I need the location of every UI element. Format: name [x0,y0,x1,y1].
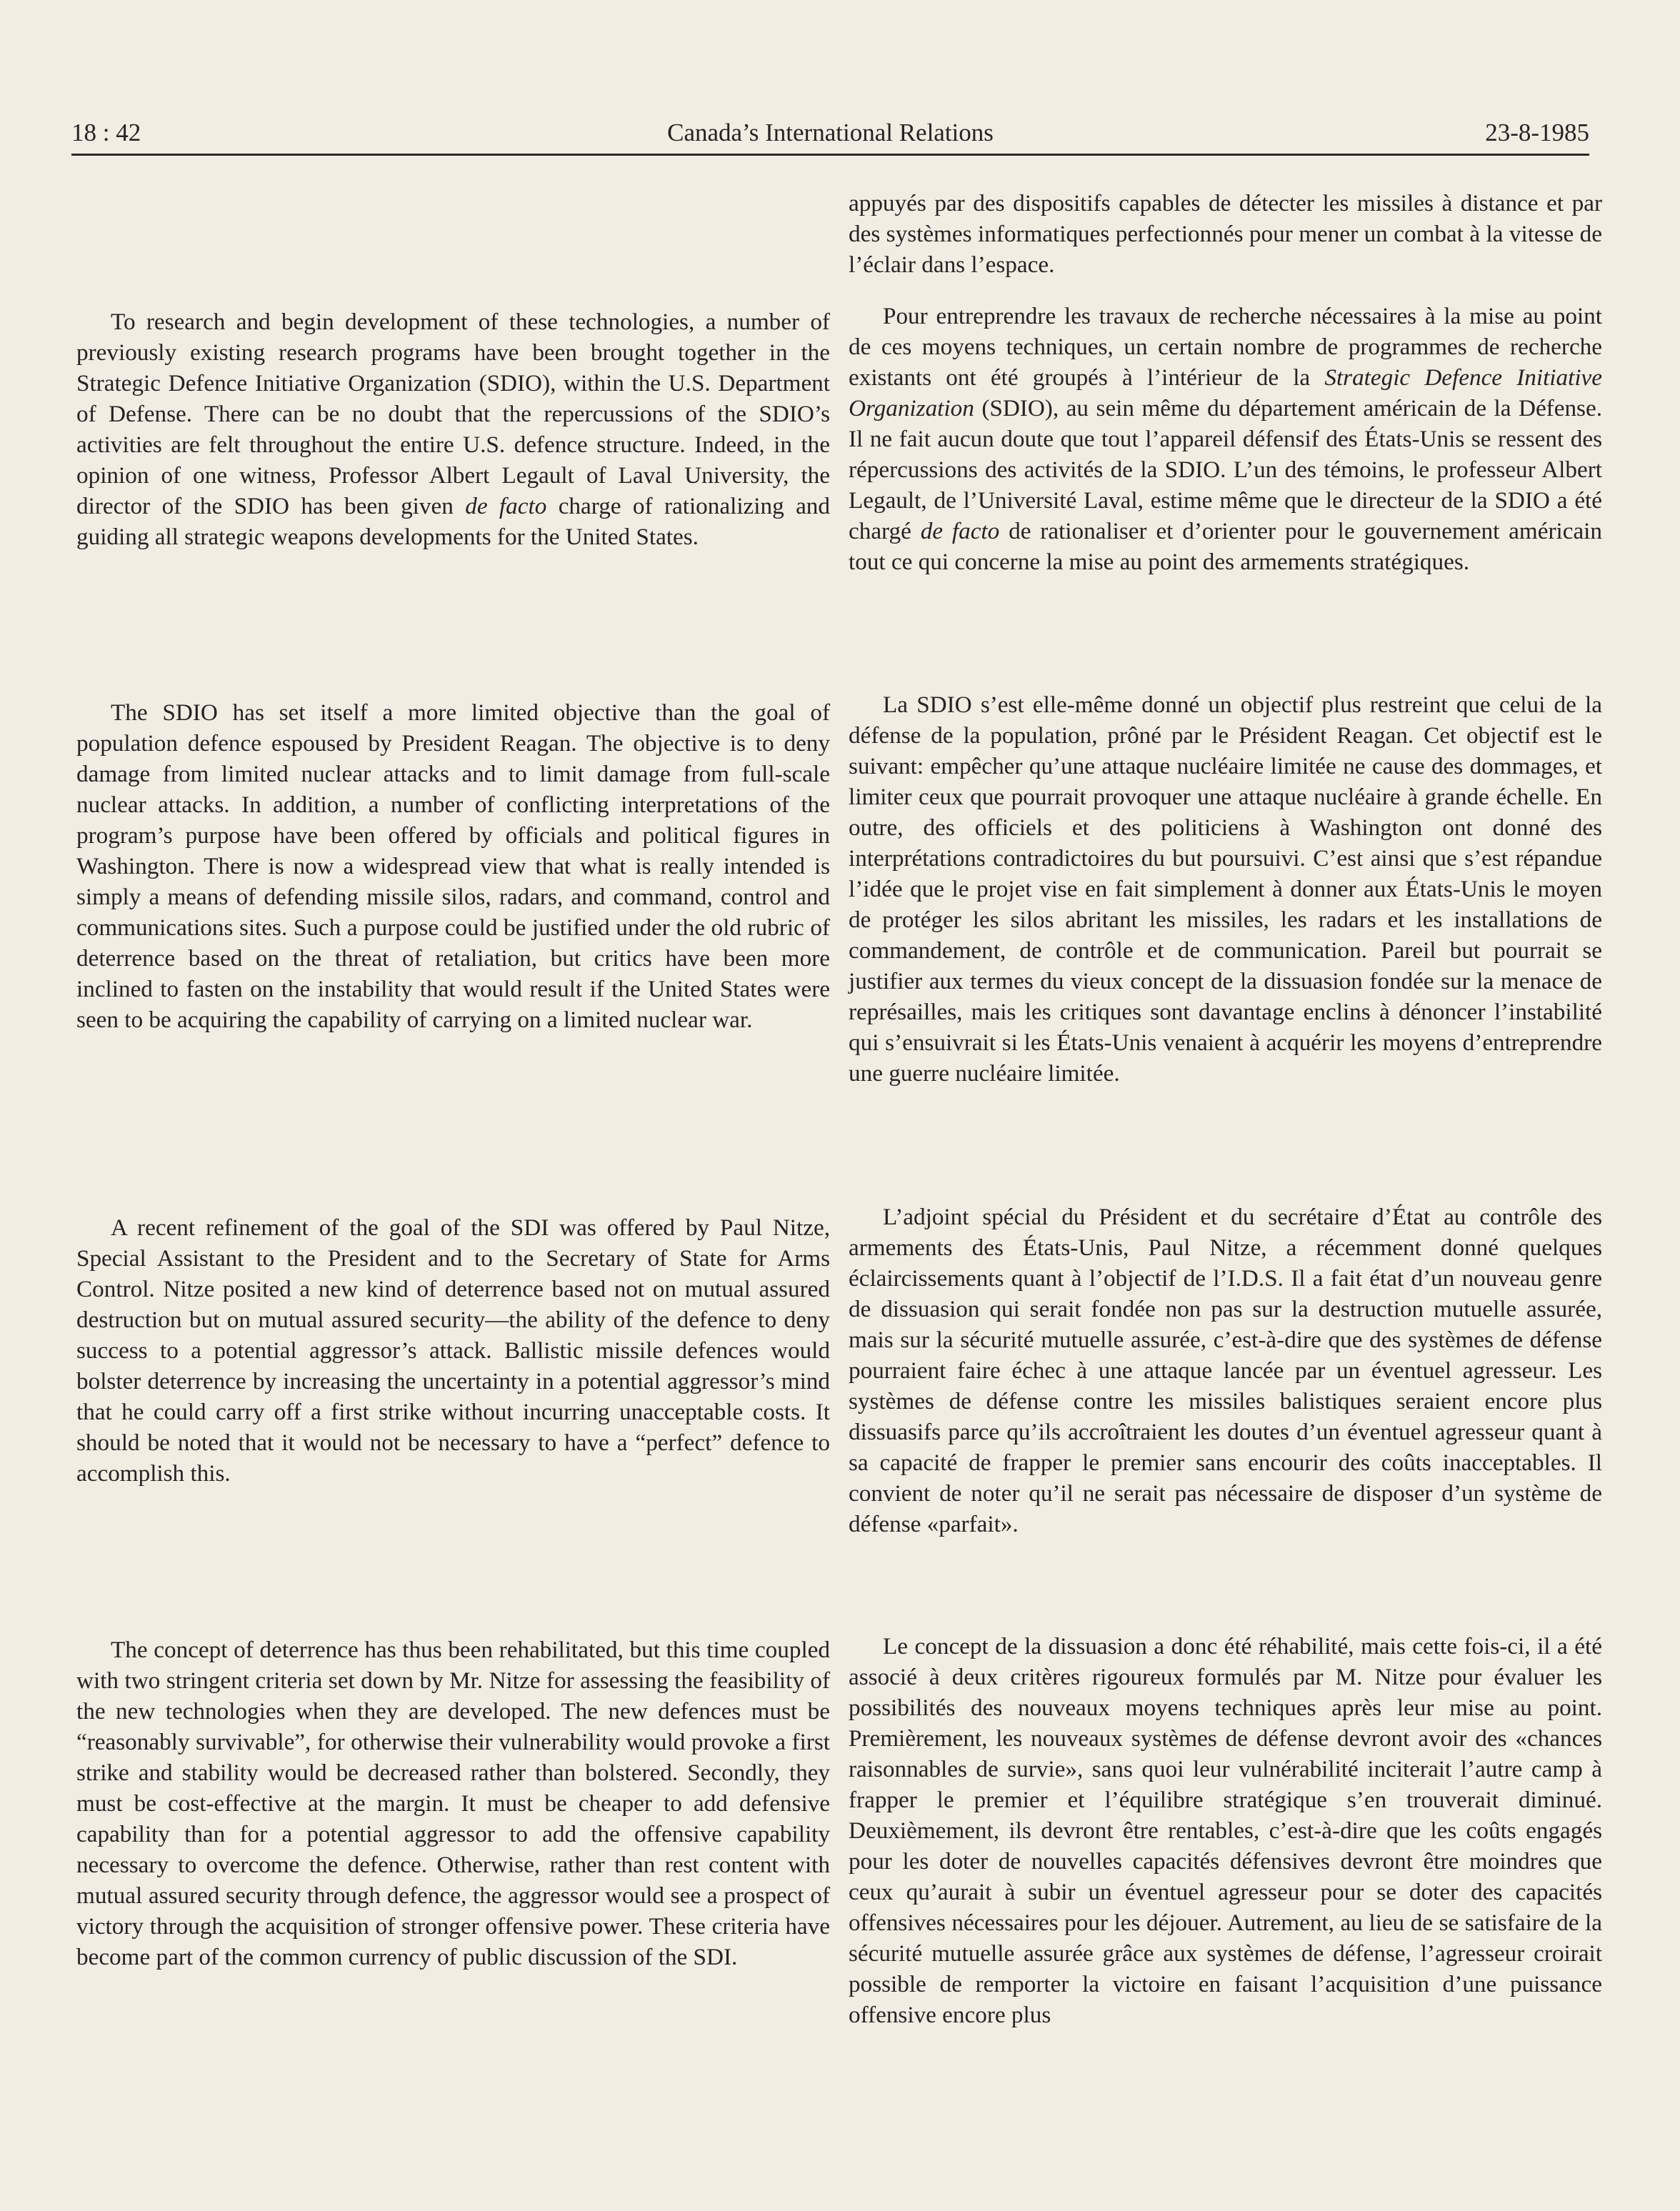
english-paragraph-1: To research and begin development of these technologies, a number of previously existing research programs have been brought together in the Strategic Defence Initiative Organization (SDIO), within the U.S. Department of Defense. There can be no doubt that the repercussions of the SDIO’s activities are felt throughout the entire U.S. defence structure. Indeed, in the opinion of one witness, Professor Albert Legault of Laval University, the director of the SDIO has been given de facto charge of rationalizing and guiding all strategic weapons developments for the United States. [76,309,830,550]
french-paragraph-1: Pour entreprendre les travaux de recherche nécessaires à la mise au point de ces moyens techniques, un certain nombre de programmes de recherche existants ont été groupés à l’intérieur de la Strategic Defence Initiative Organization (SDIO), au sein même du département américain de la Défense. Il ne fait aucun doute que tout l’appareil défensif des États-Unis se ressent des répercussions des activités de la SDIO. L’un des témoins, le professeur Albert Legault, de l’Université Laval, estime même que le directeur de la SDIO a été chargé de facto de rationaliser et d’orienter pour le gouvernement américain tout ce qui concerne la mise au point des armements stratégiques. [849,303,1603,575]
english-paragraph-3: A recent refinement of the goal of the SDI was offered by Paul Nitze, Special Assistant to the President and to the Secretary of State for Arms Control. Nitze posited a new kind of deterrence based not on mutual assured destruction but on mutual assured security—the ability of the defence to deny success to a potential aggressor’s attack. Ballistic missile defences would bolster deterrence by increasing the uncertainty in a potential aggressor’s mind that he could carry off a first strike without incurring unacceptable costs. It should be noted that it would not be necessary to have a “perfect” defence to accomplish this. [76,1214,830,1487]
english-paragraph-2: The SDIO has set itself a more limited objective than the goal of population defence espoused by President Reagan. The objective is to deny damage from limited nuclear attacks and to limit damage from full-scale nuclear attacks. In addition, a number of conflicting interpretations of the program’s purpose have been offered by officials and political figures in Washington. There is now a widespread view that what is really intended is simply a means of defending missile silos, radars, and command, control and communications sites. Such a purpose could be justified under the old rubric of deterrence based on the threat of retaliation, but critics have been more inclined to fasten on the instability that would result if the United States were seen to be acquiring the capability of carrying on a limited nuclear war. [76,699,830,1033]
french-paragraph-4: Le concept de la dissuasion a donc été réhabilité, mais cette fois-ci, il a été associé à deux critères rigoureux formulés par M. Nitze pour évaluer les possibilités des nouveaux moyens techniques après leur mise au point. Premièrement, les nouveaux systèmes de défense devront avoir des «chances raisonnables de survie», sans quoi leur vulnérabilité inciterait l’autre camp à frapper le premier et l’équilibre stratégique s’en trouverait diminué. Deuxièmement, ils devront être rentables, c’est-à-dire que les coûts engagés pour les doter de nouvelles capacités défensives devront être moindres que ceux qu’aurait à subir un éventuel agresseur pour se doter des capacités offensives nécessaires pour les déjouer. Autrement, au lieu de se satisfaire de la sécurité mutuelle assurée grâce aux systèmes de défense, l’agresseur croirait possible de remporter la victoire en faisant l’acquisition d’une puissance offensive encore plus [849,1633,1602,2028]
french-paragraph-3: L’adjoint spécial du Président et du secrétaire d’État au contrôle des armements des États-Unis, Paul Nitze, a récemment donné quelques éclaircissements quant à l’objectif de l’I.D.S. Il a fait état d’un nouveau genre de dissuasion qui serait fondée non pas sur la destruction mutuelle assurée, mais sur la sécurité mutuelle assurée, c’est-à-dire que des systèmes de défense pourraient faire échec à une attaque lancée par un éventuel agresseur. Les systèmes de défense contre les missiles balistiques seraient encore plus dissuasifs parce qu’ils accroîtraient les doutes d’un éventuel agresseur quant à sa capacité de frapper le premier sans encourir des coûts inacceptables. Il convient de noter qu’il ne serait pas nécessaire de disposer d’un système de défense «parfait». [849,1204,1602,1537]
page-number: 18 : 42 [71,119,141,146]
header-rule [71,154,1589,156]
english-paragraph-4: The concept of deterrence has thus been rehabilitated, but this time coupled with two stringent criteria set down by Mr. Nitze for assessing the feasibility of the new technologies when they are developed. The new defences must be “reasonably survivable”, for otherwise their vulnerability would provoke a first strike and stability would be decreased rather than bolstered. Secondly, they must be cost-effective at the margin. It must be cheaper to add defensive capability than for a potential aggressor to add the offensive capability necessary to overcome the defence. Otherwise, rather than rest content with mutual assured security through defence, the aggressor would see a prospect of victory through the acquisition of stronger offensive power. These criteria have become part of the common currency of public discussion of the SDI. [76,1637,830,1970]
french-paragraph-2: La SDIO s’est elle-même donné un objectif plus restreint que celui de la défense de la population, prôné par le Président Reagan. Cet objectif est le suivant: empêcher qu’une attaque nucléaire limitée ne cause des dommages, et limiter ceux que pourrait provoquer une attaque nucléaire à grande échelle. En outre, des officiels et des politiciens à Washington ont donné des interprétations contradictoires du but poursuivi. C’est ainsi que s’est répandue l’idée que le projet vise en fait simplement à donner aux États-Unis le moyen de protéger les silos abritant les missiles, les radars et les installations de commandement, de contrôle et de communication. Pareil but pourrait se justifier aux termes du vieux concept de la dissuasion fondée sur la menace de représailles, mais les critiques sont davantage enclins à dénoncer l’instabilité qui s’ensuivrait si les États-Unis venaient à acquérir les moyens d’entreprendre une guerre nucléaire limitée. [849,692,1602,1087]
header-date: 23-8-1985 [1485,119,1589,146]
running-title: Canada’s International Relations [667,119,994,146]
running-header [71,114,1589,151]
french-paragraph-continued: appuyés par des dispositifs capables de détecter les missiles à distance et par des systèmes informatiques perfectionnés pour mener un combat à la vitesse de l’éclair dans l’espace. [849,190,1602,278]
